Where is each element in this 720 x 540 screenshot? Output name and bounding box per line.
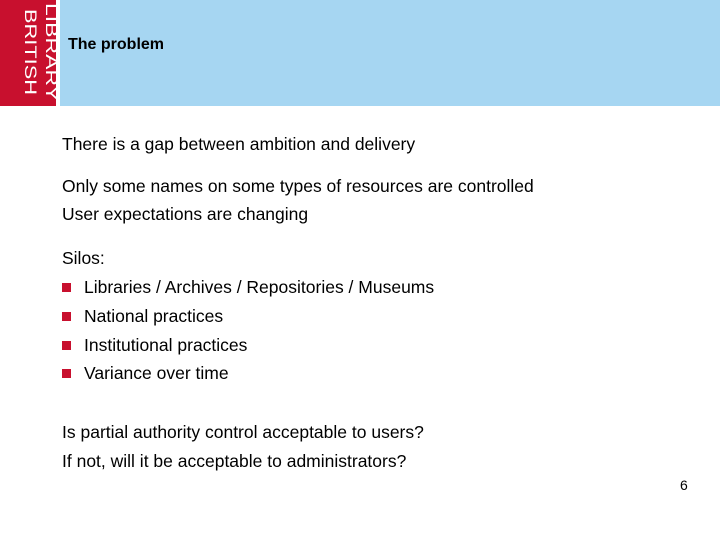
question-users: Is partial authority control acceptable to users? — [62, 422, 424, 442]
silo-label: Libraries / Archives / Repositories / Museums — [84, 277, 435, 297]
square-bullet-icon — [62, 312, 71, 321]
square-bullet-icon — [62, 341, 71, 350]
silo-label: Variance over time — [84, 363, 229, 383]
statement-text: There is a gap between ambition and delivery — [62, 134, 416, 154]
logo-wordmark — [0, 0, 61, 106]
logo-word-library: LIBRARY — [42, 3, 61, 76]
silo-list-item — [62, 359, 229, 387]
point-controlled-names: Only some names on some types of resources are controlled — [62, 176, 534, 196]
silo-list-item — [62, 302, 223, 330]
point-user-expectations: User expectations are changing — [62, 204, 309, 224]
logo-word-british: BRITISH — [21, 9, 40, 77]
silo-list-item — [62, 273, 434, 301]
square-bullet-icon — [62, 369, 71, 378]
question-administrators: If not, will it be acceptable to administrators? — [62, 451, 407, 471]
silo-label: National practices — [84, 306, 224, 326]
square-bullet-icon — [62, 283, 71, 292]
silos-heading: Silos: — [62, 248, 105, 268]
british-library-logo — [0, 0, 61, 106]
silo-list-item — [62, 331, 247, 359]
slide-title: The problem — [68, 36, 165, 53]
silo-label: Institutional practices — [84, 335, 248, 355]
page-number: 6 — [680, 477, 688, 493]
